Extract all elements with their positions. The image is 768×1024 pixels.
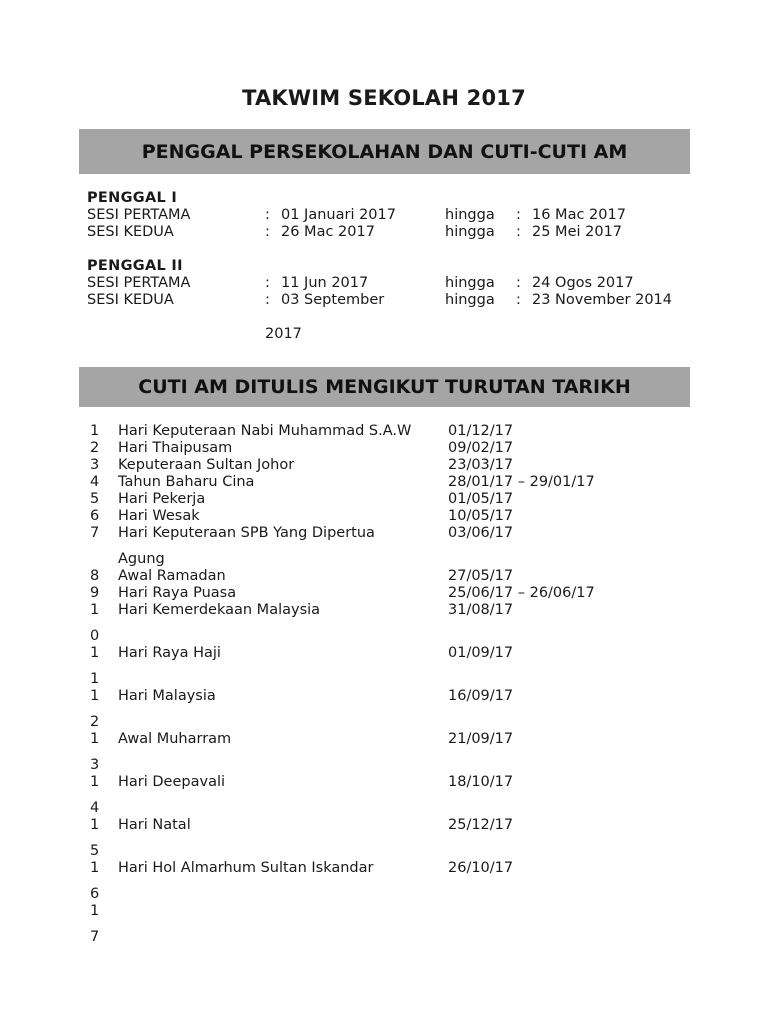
holiday-number: 1 — [90, 688, 100, 704]
holiday-row — [90, 602, 690, 645]
holiday-date: 25/12/17 — [448, 817, 514, 833]
holiday-name: Tahun Baharu Cina — [118, 474, 255, 490]
separator: : — [265, 224, 270, 240]
session-start-date: 03 September — [281, 292, 385, 308]
session-end-date: 16 Mac 2017 — [532, 207, 626, 223]
session-until-label: hingga — [445, 207, 495, 223]
term-heading: PENGGAL II — [87, 258, 183, 274]
holiday-row — [90, 817, 690, 860]
session-name: SESI KEDUA — [87, 224, 174, 240]
holiday-number: 1 — [90, 860, 100, 876]
holiday-date: 27/05/17 — [448, 568, 514, 584]
holiday-number: 8 — [90, 568, 100, 584]
holiday-name: Hari Malaysia — [118, 688, 216, 704]
term-block-1 — [87, 190, 697, 241]
term-block-2 — [87, 258, 697, 342]
holiday-number: 4 — [90, 474, 100, 490]
session-start-date: 26 Mac 2017 — [281, 224, 375, 240]
separator: : — [516, 292, 521, 308]
separator: : — [265, 207, 270, 223]
page-title: TAKWIM SEKOLAH 2017 — [242, 86, 526, 110]
holiday-date: 25/06/17 – 26/06/17 — [448, 585, 595, 601]
holiday-number: 1 — [90, 774, 100, 790]
separator: : — [516, 207, 521, 223]
holiday-row — [90, 774, 690, 817]
holiday-name: Hari Keputeraan SPB Yang Dipertua — [118, 525, 375, 541]
separator: : — [265, 292, 270, 308]
holiday-name: Hari Keputeraan Nabi Muhammad S.A.W — [118, 423, 412, 439]
holiday-name: Hari Thaipusam — [118, 440, 233, 456]
holiday-row — [90, 860, 690, 903]
session-start-date-wrap — [87, 309, 697, 342]
holiday-number: 1 — [90, 423, 100, 439]
holiday-date: 18/10/17 — [448, 774, 514, 790]
holiday-date: 01/05/17 — [448, 491, 514, 507]
holiday-number-continued: 0 — [90, 628, 100, 644]
session-row — [87, 292, 697, 309]
holiday-number: 2 — [90, 440, 100, 456]
holiday-name-continued: Agung — [118, 551, 165, 567]
holiday-date: 21/09/17 — [448, 731, 514, 747]
holiday-row — [90, 525, 690, 568]
session-start-date: 11 Jun 2017 — [281, 275, 369, 291]
holiday-row — [90, 645, 690, 688]
holiday-name: Awal Ramadan — [118, 568, 226, 584]
session-until-label: hingga — [445, 275, 495, 291]
separator: : — [516, 275, 521, 291]
section-banner-terms: PENGGAL PERSEKOLAHAN DAN CUTI-CUTI AM — [79, 129, 690, 174]
holiday-date: 01/09/17 — [448, 645, 514, 661]
holiday-name: Hari Deepavali — [118, 774, 226, 790]
holiday-row — [90, 474, 690, 491]
holiday-date: 10/05/17 — [448, 508, 514, 524]
holiday-date: 23/03/17 — [448, 457, 514, 473]
holiday-name: Hari Natal — [118, 817, 191, 833]
holiday-number: 5 — [90, 491, 100, 507]
holiday-row — [90, 457, 690, 474]
session-end-date: 24 Ogos 2017 — [532, 275, 634, 291]
session-until-label: hingga — [445, 224, 495, 240]
holiday-date: 26/10/17 — [448, 860, 514, 876]
holiday-number-continued: 3 — [90, 757, 100, 773]
separator: : — [516, 224, 521, 240]
holiday-number: 1 — [90, 645, 100, 661]
session-end-date: 23 November 2014 — [532, 292, 673, 308]
session-name: SESI KEDUA — [87, 292, 174, 308]
session-row — [87, 275, 697, 292]
holiday-name: Hari Raya Haji — [118, 645, 221, 661]
holiday-number: 7 — [90, 525, 100, 541]
holiday-number-continued: 7 — [90, 929, 100, 945]
holiday-name: Awal Muharram — [118, 731, 232, 747]
holiday-number: 3 — [90, 457, 100, 473]
holiday-number: 6 — [90, 508, 100, 524]
session-row — [87, 207, 697, 224]
session-start-date-continued: 2017 — [265, 326, 302, 342]
holiday-name: Hari Wesak — [118, 508, 200, 524]
holiday-number-continued: 1 — [90, 671, 100, 687]
holiday-row — [90, 903, 690, 946]
session-until-label: hingga — [445, 292, 495, 308]
holiday-row — [90, 423, 690, 440]
holiday-row — [90, 585, 690, 602]
holiday-row — [90, 688, 690, 731]
holiday-date: 09/02/17 — [448, 440, 514, 456]
holiday-date: 16/09/17 — [448, 688, 514, 704]
holiday-row — [90, 491, 690, 508]
holiday-date: 01/12/17 — [448, 423, 514, 439]
session-name: SESI PERTAMA — [87, 207, 191, 223]
holiday-date: 28/01/17 – 29/01/17 — [448, 474, 595, 490]
session-start-date: 01 Januari 2017 — [281, 207, 396, 223]
separator: : — [265, 275, 270, 291]
holiday-row — [90, 440, 690, 457]
holiday-number-continued: 5 — [90, 843, 100, 859]
holiday-name: Hari Kemerdekaan Malaysia — [118, 602, 321, 618]
section-banner-holidays: CUTI AM DITULIS MENGIKUT TURUTAN TARIKH — [79, 367, 690, 407]
holiday-number-continued: 4 — [90, 800, 100, 816]
holiday-row — [90, 568, 690, 585]
session-row — [87, 224, 697, 241]
session-name: SESI PERTAMA — [87, 275, 191, 291]
term-heading: PENGGAL I — [87, 190, 178, 206]
holiday-list — [90, 423, 690, 946]
holiday-number: 1 — [90, 817, 100, 833]
holiday-number-continued: 2 — [90, 714, 100, 730]
holiday-number: 1 — [90, 602, 100, 618]
holiday-row — [90, 508, 690, 525]
holiday-name: Keputeraan Sultan Johor — [118, 457, 295, 473]
holiday-date: 31/08/17 — [448, 602, 514, 618]
holiday-row — [90, 731, 690, 774]
holiday-name: Hari Pekerja — [118, 491, 206, 507]
holiday-number: 9 — [90, 585, 100, 601]
holiday-name: Hari Hol Almarhum Sultan Iskandar — [118, 860, 374, 876]
holiday-number: 1 — [90, 731, 100, 747]
holiday-date: 03/06/17 — [448, 525, 514, 541]
holiday-name: Hari Raya Puasa — [118, 585, 237, 601]
holiday-number: 1 — [90, 903, 100, 919]
session-end-date: 25 Mei 2017 — [532, 224, 623, 240]
holiday-number-continued: 6 — [90, 886, 100, 902]
